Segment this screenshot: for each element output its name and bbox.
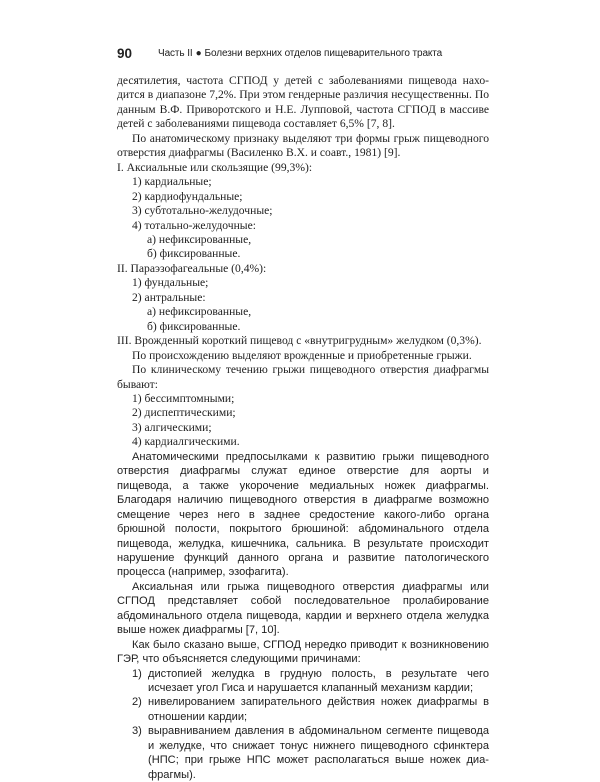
running-title	[158, 48, 442, 59]
paragraph-2: По анатомическому признаку выделяют три формы грыж пищеводного отверстия диафрагмы (Василенко В.Х. и соавт., 1981) [9].	[117, 131, 489, 160]
list-item: 4) кардиалгическими.	[132, 435, 240, 449]
list-item	[117, 667, 489, 696]
list-item	[117, 724, 489, 782]
list-item: 1) фундальные;	[132, 276, 209, 290]
item-number: 2)	[132, 696, 142, 709]
list-item: 3) алгическими;	[132, 420, 212, 434]
running-header	[117, 46, 487, 66]
page-body	[117, 74, 489, 782]
part-label: Часть II	[158, 48, 193, 59]
item-text: дистопией желудка в грудную полость, в результате чего исчезает угол Гиса и нарушается клапанный механизм кардии;	[148, 667, 489, 695]
list-item: 2) кардиофундальные;	[132, 189, 243, 203]
item-text: выравниванием давления в абдоминальном сегменте пищевода и желудке, что снижает тонус нижнего пищеводного сфинктера (НПС; при грыже НПС может располагаться выше ножек диафрагмы).	[148, 725, 489, 781]
page-number: 90	[117, 46, 133, 61]
group-2-heading: II. Параэзофагеальные (0,4%):	[117, 261, 267, 275]
reasons-list	[117, 667, 489, 782]
sub-list-item: б) фиксированные.	[147, 247, 241, 261]
paragraph-4: По клиническому течению грыжи пищеводного отверстия диафрагмы бывают:	[117, 363, 489, 391]
paragraph-6: Аксиальная или грыжа пищеводного отверстия диафрагмы или СГПОД представляет собой последовательное пролабирование абдоминального отдела пищевода, кардии и верхнего отдела желудка выше ножек диафрагмы [7, 10].	[117, 580, 489, 637]
sub-list-item: а) нефиксированные,	[147, 232, 252, 246]
group-3-heading: III. Врожденный короткий пищевод с «внутригрудным» желудком (0,3%).	[117, 334, 482, 348]
bullet-icon: ●	[195, 48, 202, 59]
list-item: 3) субтотально-желудочные;	[132, 204, 273, 218]
sub-list-item: б) фиксированные.	[147, 319, 241, 333]
classification-list	[117, 161, 489, 349]
group-1-heading: I. Аксиальные или скользящие (99,3%):	[117, 160, 313, 174]
paragraph-7: Как было сказано выше, СГПОД нередко приводит к возникновению ГЭР, что объясняется следующими причинами:	[117, 638, 489, 666]
item-number: 1)	[132, 667, 142, 680]
list-item: 4) тотально-желудочные:	[132, 218, 256, 232]
paragraph-3: По происхождению выделяют врожденные и приобретенные грыжи.	[132, 348, 472, 362]
course-list	[117, 392, 489, 450]
list-item	[117, 695, 489, 724]
chapter-title: Болезни верхних отделов пищеварительного тракта	[204, 48, 443, 59]
item-text: нивелированием запирательного действия ножек диафрагмы в отношении кардии;	[148, 696, 489, 723]
list-item: 1) кардиальные;	[132, 175, 212, 189]
sub-list-item: а) нефиксированные,	[147, 305, 252, 319]
item-number: 3)	[132, 725, 142, 738]
list-item: 2) диспептическими;	[132, 406, 236, 420]
list-item: 2) антральные:	[132, 290, 206, 304]
list-item: 1) бессимптомными;	[132, 391, 235, 405]
paragraph-5: Анатомическими предпосылками к развитию грыжи пищеводного отверстия диафрагмы служат единое отверстие для аорты и пищевода, а также укорочение медиальных ножек диафрагмы. Благодаря наличию пищеводного отверстия в диафрагме возможно смещение через него в заднее средостение какого-либо органа брюшной полости, покрытого брюшиной: абдоминального отдела пищевода, желудка, кишечника, сальника. В результате происходит нарушение функций данного органа и развитие патологического процесса (например, эзофагита).	[117, 450, 489, 579]
paragraph-1: десятилетия, частота СГПОД у детей с заболеваниями пищевода находится в диапазоне 7,2%. При этом гендерные различия несущественны. По данным В.Ф. Приворотского и Н.Е. Лупповой, частота СГПОД в массиве детей с заболеваниями пищевода составляет 6,5% [7, 8].	[117, 74, 489, 131]
